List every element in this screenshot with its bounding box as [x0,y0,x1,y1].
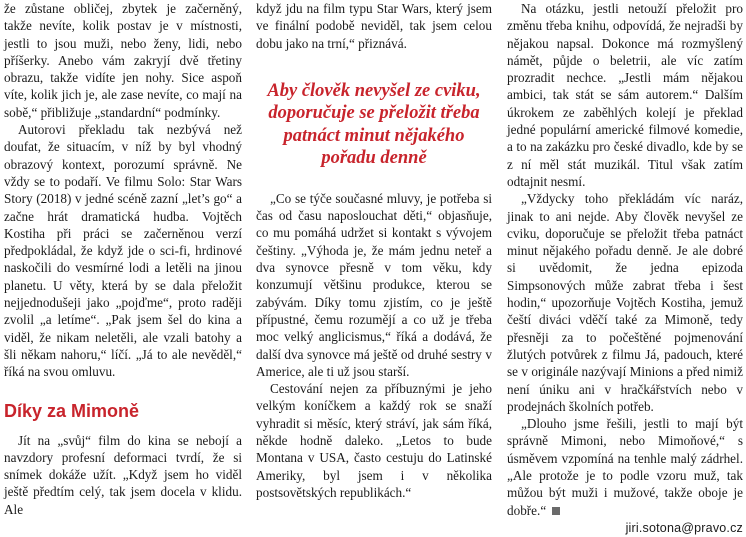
paragraph-last [507,415,743,519]
paragraph: Autorovi překladu tak nezbývá než doufat, že situacím, v níž by byl vhodný obrazový kontext, porozumí správně. Ne vždy se to podaří. Ve filmu Solo: Star Wars Story (2018) v jedné scéně zazní „let’s go“ a začne hrát dramatická hudba. Vojtěch Kostiha při práci se začerněnou verzí předpokládal, že když jde o sci-fi, hrdinové naskočili do vesmírné lodi a letěli na jinou planetu. U věty, která by se dala přeložit nejjednodušeji jako „pojďme“, proto raději zvolil „a letíme“. „Pak jsem šel do kina a viděl, že nikam neletěli, ale vzali batohy a šli někam nahoru,“ líčí. „Já to ale nevěděl,“ říká na svou omluvu. [4,122,242,380]
paragraph: Jít na „svůj“ film do kina se nebojí a navzdory profesní deformaci tvrdí, že si snímek dokáže užít. „Když jsem ho viděl ještě předtím celý, tak jsem docela v klidu. Ale [4,432,242,517]
paragraph-text: „Dlouho jsme řešili, jestli to mají být správně Mimoni, nebo Mimoňové,“ s úsměvem vzpomíná na tenhle malý zádrhel. „Ale protože je to podle vzoru muž, tak můžou být muži i mužové, takže oboje je dobře.“ [507,416,743,518]
section-heading: Díky za Mimoně [4,400,140,421]
pull-quote: Aby člověk nevyšel ze cviku, doporučuje se přeložit třeba patnáct minut nějakého pořadu denně [267,80,481,169]
article-column-2 [256,0,492,501]
paragraph: Cestování nejen za příbuznými je jeho velkým koníčkem a každý rok se snaží vyhradit si měsíc, který stráví, jak sám říká, někde hodně daleko. „Letos to bude Montana v USA, často cestuju do Latinské Ameriky, byl jsem i v několika postsovětských republikách.“ [256,381,492,500]
author-email: jiri.sotona@pravo.cz [625,520,743,535]
paragraph: „Co se týče současné mluvy, je potřeba si čas od času naposlouchat děti,“ objasňuje, co mu pomáhá udržet si kontakt s vývojem češtiny. „Výhoda je, že mám jednu neteř a dva synovce přesně v tom věku, kdy konzumují většinu produkce, kterou se zabývám. Díky tomu zjistím, co je ještě přípustné, čemu rozumějí a co už je třeba moc velký anglicismus,“ říká a dodává, že další dva synovce má ještě od druhé sestry v Americe, ale ti už jsou starší. [256,190,492,379]
article-column-3 [507,0,743,537]
end-of-article-icon [552,507,560,515]
paragraph: „Vždycky toho překládám víc naráz, jinak to ani nejde. Aby člověk nevyšel ze cviku, doporučuje se přeložit třeba patnáct minut nějakého pořadu denně. Je ale dobré si uvědomit, že jedna epizoda Simpsonových může zabrat třeba i šest hodin,“ upozorňuje Vojtěch Kostiha, jemuž čeští diváci vděčí také za Mimoně, tedy přesněji za to počeštěné pojmenování žlutých potvůrek z filmu Já, padouch, které se v originále nazývají Minions a před nimiž není úniku ani v hračkářstvích nebo v prodejnách školních potřeb. [507,191,743,414]
paragraph: když jdu na film typu Star Wars, který jsem ve finální podobě neviděl, tak jsem celou dobu jako na trní,“ přiznává. [256,1,492,51]
article-column-1 [4,0,242,518]
paragraph: že zůstane obličej, zbytek je začerněný, takže nevíte, kolik postav je v místnosti, jestli to jsou muži, nebo ženy, lidi, nebo příšerky. Anebo vám zakryjí dvě třetiny obrazu, takže vidíte jen nohy. Sice aspoň víte, kolik jich je, ale zase nevíte, co mají na sobě,“ přibližuje „standardní“ podmínky. [4,1,242,120]
paragraph: Na otázku, jestli netouží přeložit pro změnu třeba knihu, odpovídá, že nejradši by nějakou napsal. Dokonce má rozmyšlený námět, půjde o beletrii, ale víc zatím prozradit nechce. „Jestli mám nějakou ambici, tak stát se sám autorem.“ Dalším úkrokem ze zaběhlých kolejí je překlad jedné populární americké filmové komedie, a to na zakázku pro české divadlo, kde by se z ní měl stát muzikál. Titul však zatím odtajnit nesmí. [507,1,743,189]
